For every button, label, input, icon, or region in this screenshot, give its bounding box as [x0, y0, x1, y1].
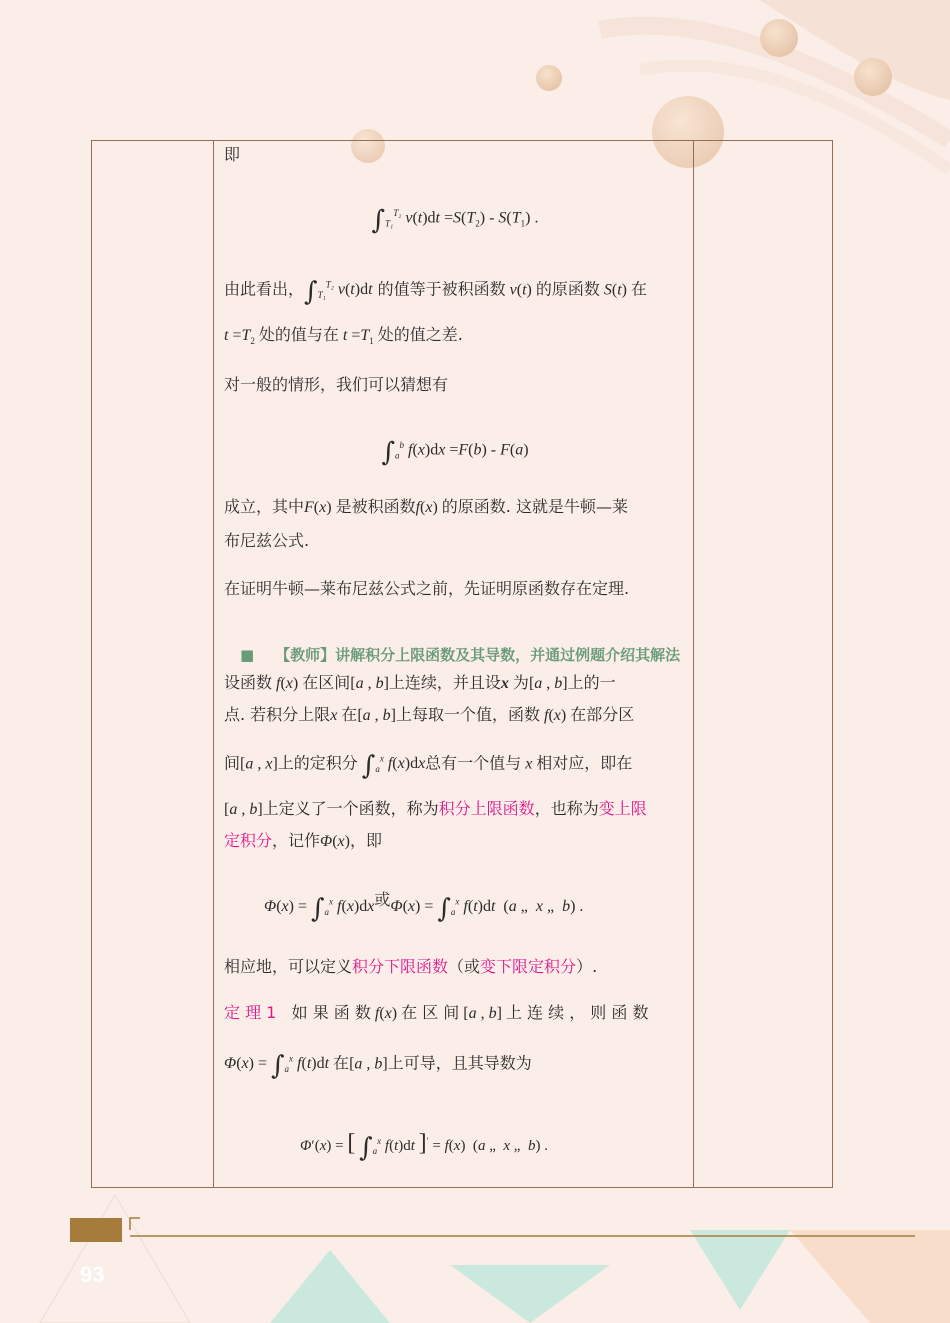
theorem-label: 定 理 1 [224, 1003, 277, 1022]
text-line: 定 理 1 如 果 函 数 f(x) 在 区 间 [a , b] 上 连 续 ， 则 函 数 [224, 1003, 649, 1022]
term-upper-limit-function: 积分上限函数 [438, 799, 535, 818]
text-line: 定积分，记作Φ(x)，即 [224, 831, 382, 850]
formula-phi-definition: $\Phi(x) = \int_a^x$ f(x)dx或$\Phi(x) = \int_a^x$ f(t)dt (a „ x „ b) . [264, 892, 584, 924]
text-line: 设函数 f(x) 在区间[a , b]上连续，并且设x 为[a , b]上的一 [224, 673, 616, 692]
page-number: 93 [80, 1262, 105, 1287]
text-line: [a , b]上定义了一个函数，称为积分上限函数，也称为变上限 [224, 799, 647, 818]
table-divider-left [213, 140, 214, 1188]
text-line: 成立，其中F(x) 是被积函数f(x) 的原函数. 这就是牛顿—莱 [224, 497, 628, 516]
text-line: 点. 若积分上限x 在[a , b]上每取一个值，函数 f(x) 在部分区 [224, 705, 635, 724]
formula-speed-integral: $\int_{T_1}^{T_2}$ $v(t)dt =S(T_2) - S(T_1)$ . [371, 205, 539, 236]
text-line: 布尼兹公式. [224, 531, 310, 550]
text-line: 相应地，可以定义积分下限函数（或变下限定积分）. [224, 957, 598, 976]
formula-phi-derivative: Φ′(x) = [ $\int_a^x$ f(t)dt ]′ = f(x) (a „ x „ b) . [300, 1130, 548, 1163]
text-line: 即 [224, 145, 241, 164]
text-line: 在证明牛顿—莱布尼兹公式之前，先证明原函数存在定理. [224, 579, 630, 598]
term-variable-upper-limit: 变上限 [598, 799, 647, 818]
square-bullet-icon: ■ [240, 646, 255, 664]
text-line: 间[a , x]上的定积分 $\int_a^x$ f(x)dx总有一个值与 x 相对应，即在 [224, 751, 633, 782]
formula-newton-leibniz: $\int_a^b$ f(x)dx =F(b) - F(a) [381, 437, 529, 468]
text-line: 对一般的情形，我们可以猜想有 [224, 375, 449, 394]
text-line: $\Phi(x) = \int_a^x$ f(t)dt 在[a , b]上可导，且其导数为 [224, 1051, 532, 1082]
text-line: $t =T_2$ 处的值与在 $t =T_1$ 处的值之差. [224, 325, 463, 347]
section-heading: ■ 【教师】讲解积分上限函数及其导数，并通过例题介绍其解法 [240, 646, 681, 664]
text-line: 由此看出，$\int_{T_1}^{T_2}$ v(t)dt 的值等于被积函数 v(t) 的原函数 S(t) 在 [224, 277, 647, 308]
